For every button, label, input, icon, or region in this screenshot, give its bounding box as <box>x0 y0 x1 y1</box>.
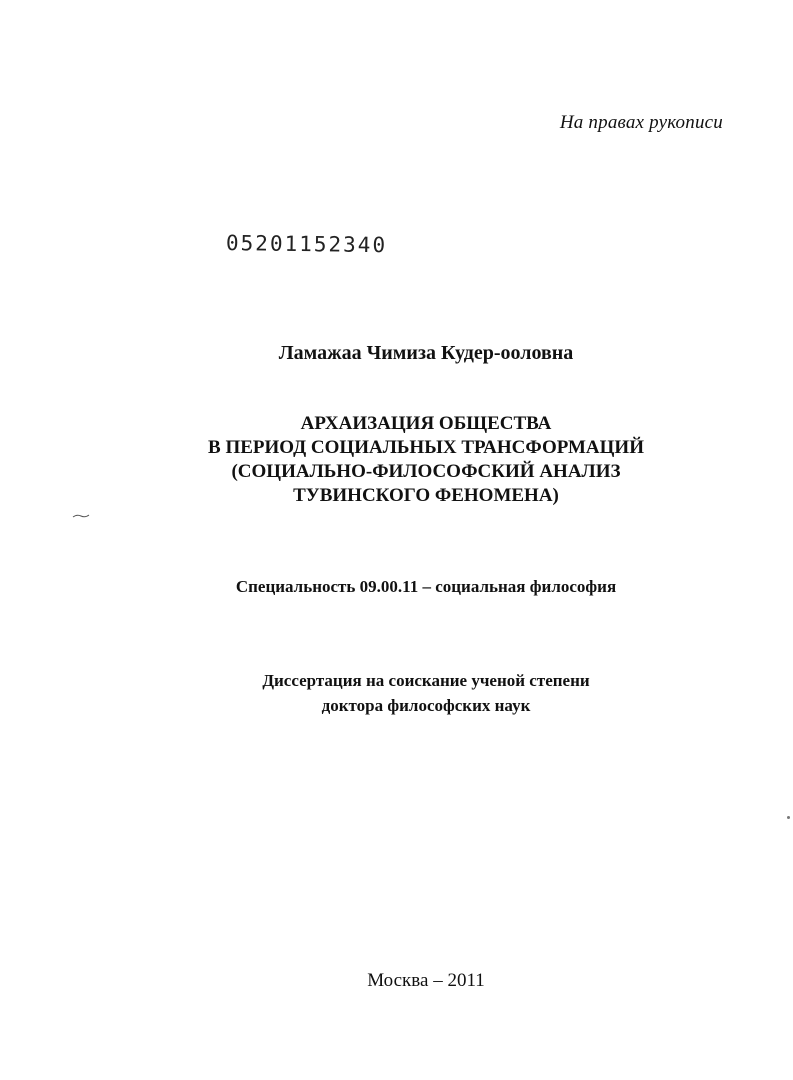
city-year: Москва – 2011 <box>367 970 485 991</box>
specialty-line: Специальность 09.00.11 – социальная философия <box>235 577 617 596</box>
scan-artifact-mark <box>72 512 90 520</box>
archive-number-stamp: 05201152340 <box>225 231 388 258</box>
dissertation-title <box>0 412 793 508</box>
title-line: ТУВИНСКОГО ФЕНОМЕНА) <box>293 485 559 506</box>
scan-artifact-dot <box>787 816 790 819</box>
author-name: Ламажаа Чимиза Кудер-ооловна <box>278 342 574 364</box>
degree-line: доктора философских наук <box>321 696 531 715</box>
title-line: В ПЕРИОД СОЦИАЛЬНЫХ ТРАНСФОРМАЦИЙ <box>208 437 644 458</box>
title-line: (СОЦИАЛЬНО-ФИЛОСОФСКИЙ АНАЛИЗ <box>231 461 621 482</box>
rights-note: На правах рукописи <box>559 112 723 133</box>
degree-statement <box>0 668 793 718</box>
title-line: АРХАИЗАЦИЯ ОБЩЕСТВА <box>300 413 552 434</box>
degree-line: Диссертация на соискание ученой степени <box>262 671 590 690</box>
